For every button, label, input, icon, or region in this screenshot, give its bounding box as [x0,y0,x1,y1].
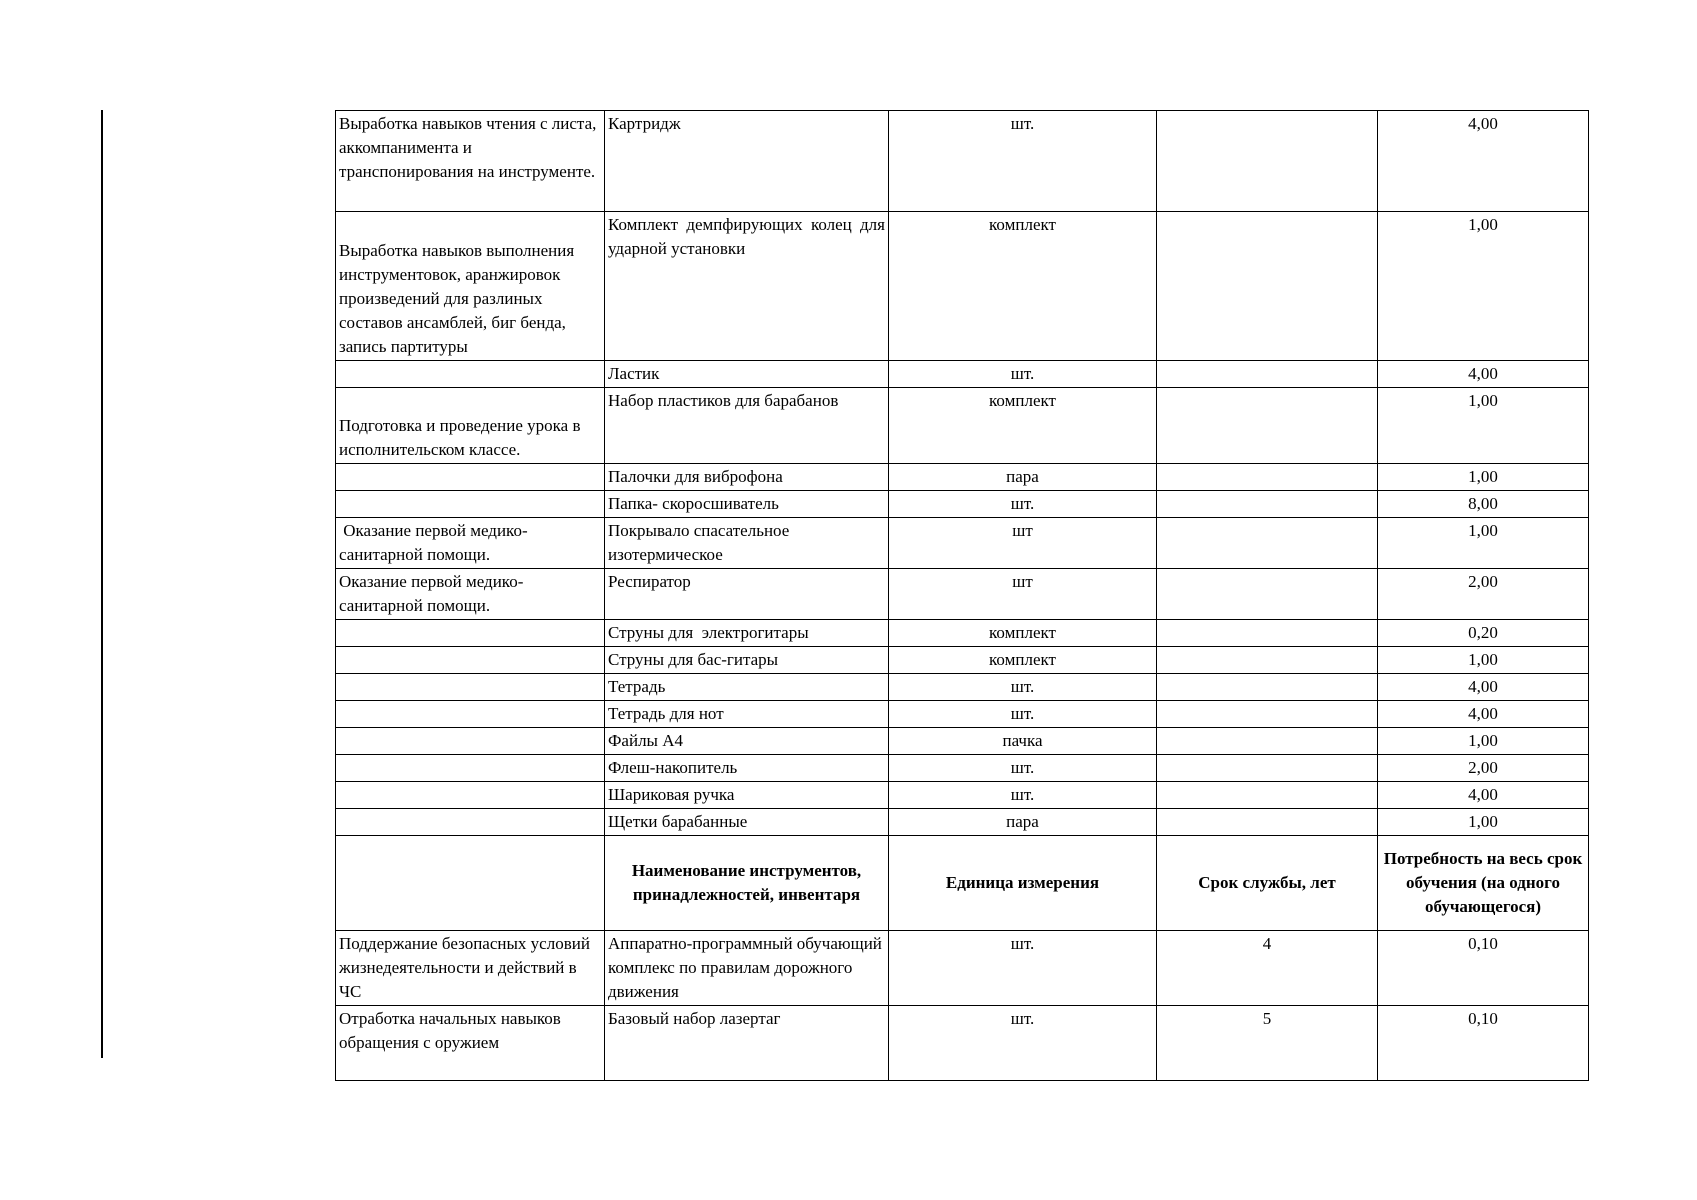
unit-cell: шт. [889,931,1157,1006]
activity-cell [336,809,605,836]
table-row [336,569,1589,620]
need-cell: 1,00 [1378,464,1589,491]
activity-cell [336,782,605,809]
need-cell: 1,00 [1378,388,1589,464]
unit-cell: комплект [889,388,1157,464]
activity-cell: Выработка навыков чтения с листа, аккомпанимента и транспонирования на инструменте. [336,111,605,212]
life-cell [1157,728,1378,755]
unit-cell: шт. [889,755,1157,782]
table-row [336,755,1589,782]
need-cell: 1,00 [1378,212,1589,361]
need-cell: 4,00 [1378,674,1589,701]
need-cell: 0,10 [1378,931,1589,1006]
activity-cell [336,491,605,518]
activity-cell [336,620,605,647]
item-cell: Тетрадь [605,674,889,701]
activity-cell [336,464,605,491]
need-cell: 1,00 [1378,647,1589,674]
life-cell [1157,755,1378,782]
unit-cell: шт. [889,111,1157,212]
need-cell: 0,10 [1378,1006,1589,1081]
table-row [336,809,1589,836]
unit-cell: шт. [889,701,1157,728]
item-cell: Покрывало спасательное изотермическое [605,518,889,569]
item-cell: Тетрадь для нот [605,701,889,728]
unit-cell: шт. [889,491,1157,518]
table-row [336,931,1589,1006]
item-cell: Респиратор [605,569,889,620]
item-cell: Щетки барабанные [605,809,889,836]
life-cell [1157,361,1378,388]
life-cell [1157,620,1378,647]
table-row [336,491,1589,518]
header-unit: Единица измерения [889,836,1157,931]
activity-cell [336,755,605,782]
unit-cell: комплект [889,212,1157,361]
life-cell [1157,388,1378,464]
activity-cell: Подготовка и проведение урока в исполнительском классе. [336,388,605,464]
table-row [336,518,1589,569]
activity-cell: Оказание первой медико-санитарной помощи. [336,518,605,569]
header-activity-cell [336,836,605,931]
unit-cell: комплект [889,620,1157,647]
unit-cell: пара [889,464,1157,491]
item-cell: Файлы А4 [605,728,889,755]
need-cell: 4,00 [1378,111,1589,212]
activity-cell: Оказание первой медико-санитарной помощи. [336,569,605,620]
life-cell [1157,491,1378,518]
need-cell: 0,20 [1378,620,1589,647]
item-cell: Аппаратно-программный обучающий комплекс по правилам дорожного движения [605,931,889,1006]
unit-cell: шт. [889,361,1157,388]
item-cell: Папка- скоросшиватель [605,491,889,518]
life-cell [1157,701,1378,728]
life-cell [1157,674,1378,701]
header-need: Потребность на весь срок обучения (на одного обучающегося) [1378,836,1589,931]
table-row [336,782,1589,809]
life-cell [1157,111,1378,212]
life-cell [1157,464,1378,491]
table-row [336,111,1589,212]
life-cell [1157,647,1378,674]
item-cell: Флеш-накопитель [605,755,889,782]
table-row [336,464,1589,491]
item-cell: Струны для бас-гитары [605,647,889,674]
item-cell: Набор пластиков для барабанов [605,388,889,464]
activity-cell: Поддержание безопасных условий жизнедеятельности и действий в ЧС [336,931,605,1006]
unit-cell: шт. [889,1006,1157,1081]
life-cell: 4 [1157,931,1378,1006]
activity-cell: Отработка начальных навыков обращения с оружием [336,1006,605,1081]
unit-cell: комплект [889,647,1157,674]
item-cell: Палочки для виброфона [605,464,889,491]
table-row [336,361,1589,388]
life-cell: 5 [1157,1006,1378,1081]
need-cell: 4,00 [1378,701,1589,728]
item-cell: Картридж [605,111,889,212]
item-cell: Ластик [605,361,889,388]
table-row [336,647,1589,674]
life-cell [1157,569,1378,620]
equipment-table [335,110,1589,1081]
item-cell: Комплект демпфирующих колец для ударной установки [605,212,889,361]
need-cell: 2,00 [1378,569,1589,620]
table-row [336,620,1589,647]
unit-cell: шт. [889,674,1157,701]
header-name: Наименование инструментов, принадлежностей, инвентаря [605,836,889,931]
need-cell: 4,00 [1378,361,1589,388]
life-cell [1157,809,1378,836]
need-cell: 4,00 [1378,782,1589,809]
table-row [336,728,1589,755]
life-cell [1157,782,1378,809]
left-margin-rule [101,110,103,1058]
activity-cell [336,701,605,728]
activity-cell [336,674,605,701]
item-cell: Струны для электрогитары [605,620,889,647]
table-row [336,701,1589,728]
unit-cell: шт. [889,782,1157,809]
header-life: Срок службы, лет [1157,836,1378,931]
life-cell [1157,518,1378,569]
table-row [336,674,1589,701]
item-cell: Шариковая ручка [605,782,889,809]
activity-cell [336,647,605,674]
activity-cell: Выработка навыков выполнения инструментовок, аранжировок произведений для разлиных составов ансамблей, биг бенда, запись партитуры [336,212,605,361]
need-cell: 1,00 [1378,518,1589,569]
need-cell: 1,00 [1378,728,1589,755]
unit-cell: шт [889,569,1157,620]
column-header-row [336,836,1589,931]
activity-cell [336,361,605,388]
unit-cell: пачка [889,728,1157,755]
table-row [336,212,1589,361]
life-cell [1157,212,1378,361]
activity-cell [336,728,605,755]
need-cell: 1,00 [1378,809,1589,836]
table-row [336,1006,1589,1081]
unit-cell: шт [889,518,1157,569]
unit-cell: пара [889,809,1157,836]
item-cell: Базовый набор лазертаг [605,1006,889,1081]
table-row [336,388,1589,464]
need-cell: 2,00 [1378,755,1589,782]
need-cell: 8,00 [1378,491,1589,518]
